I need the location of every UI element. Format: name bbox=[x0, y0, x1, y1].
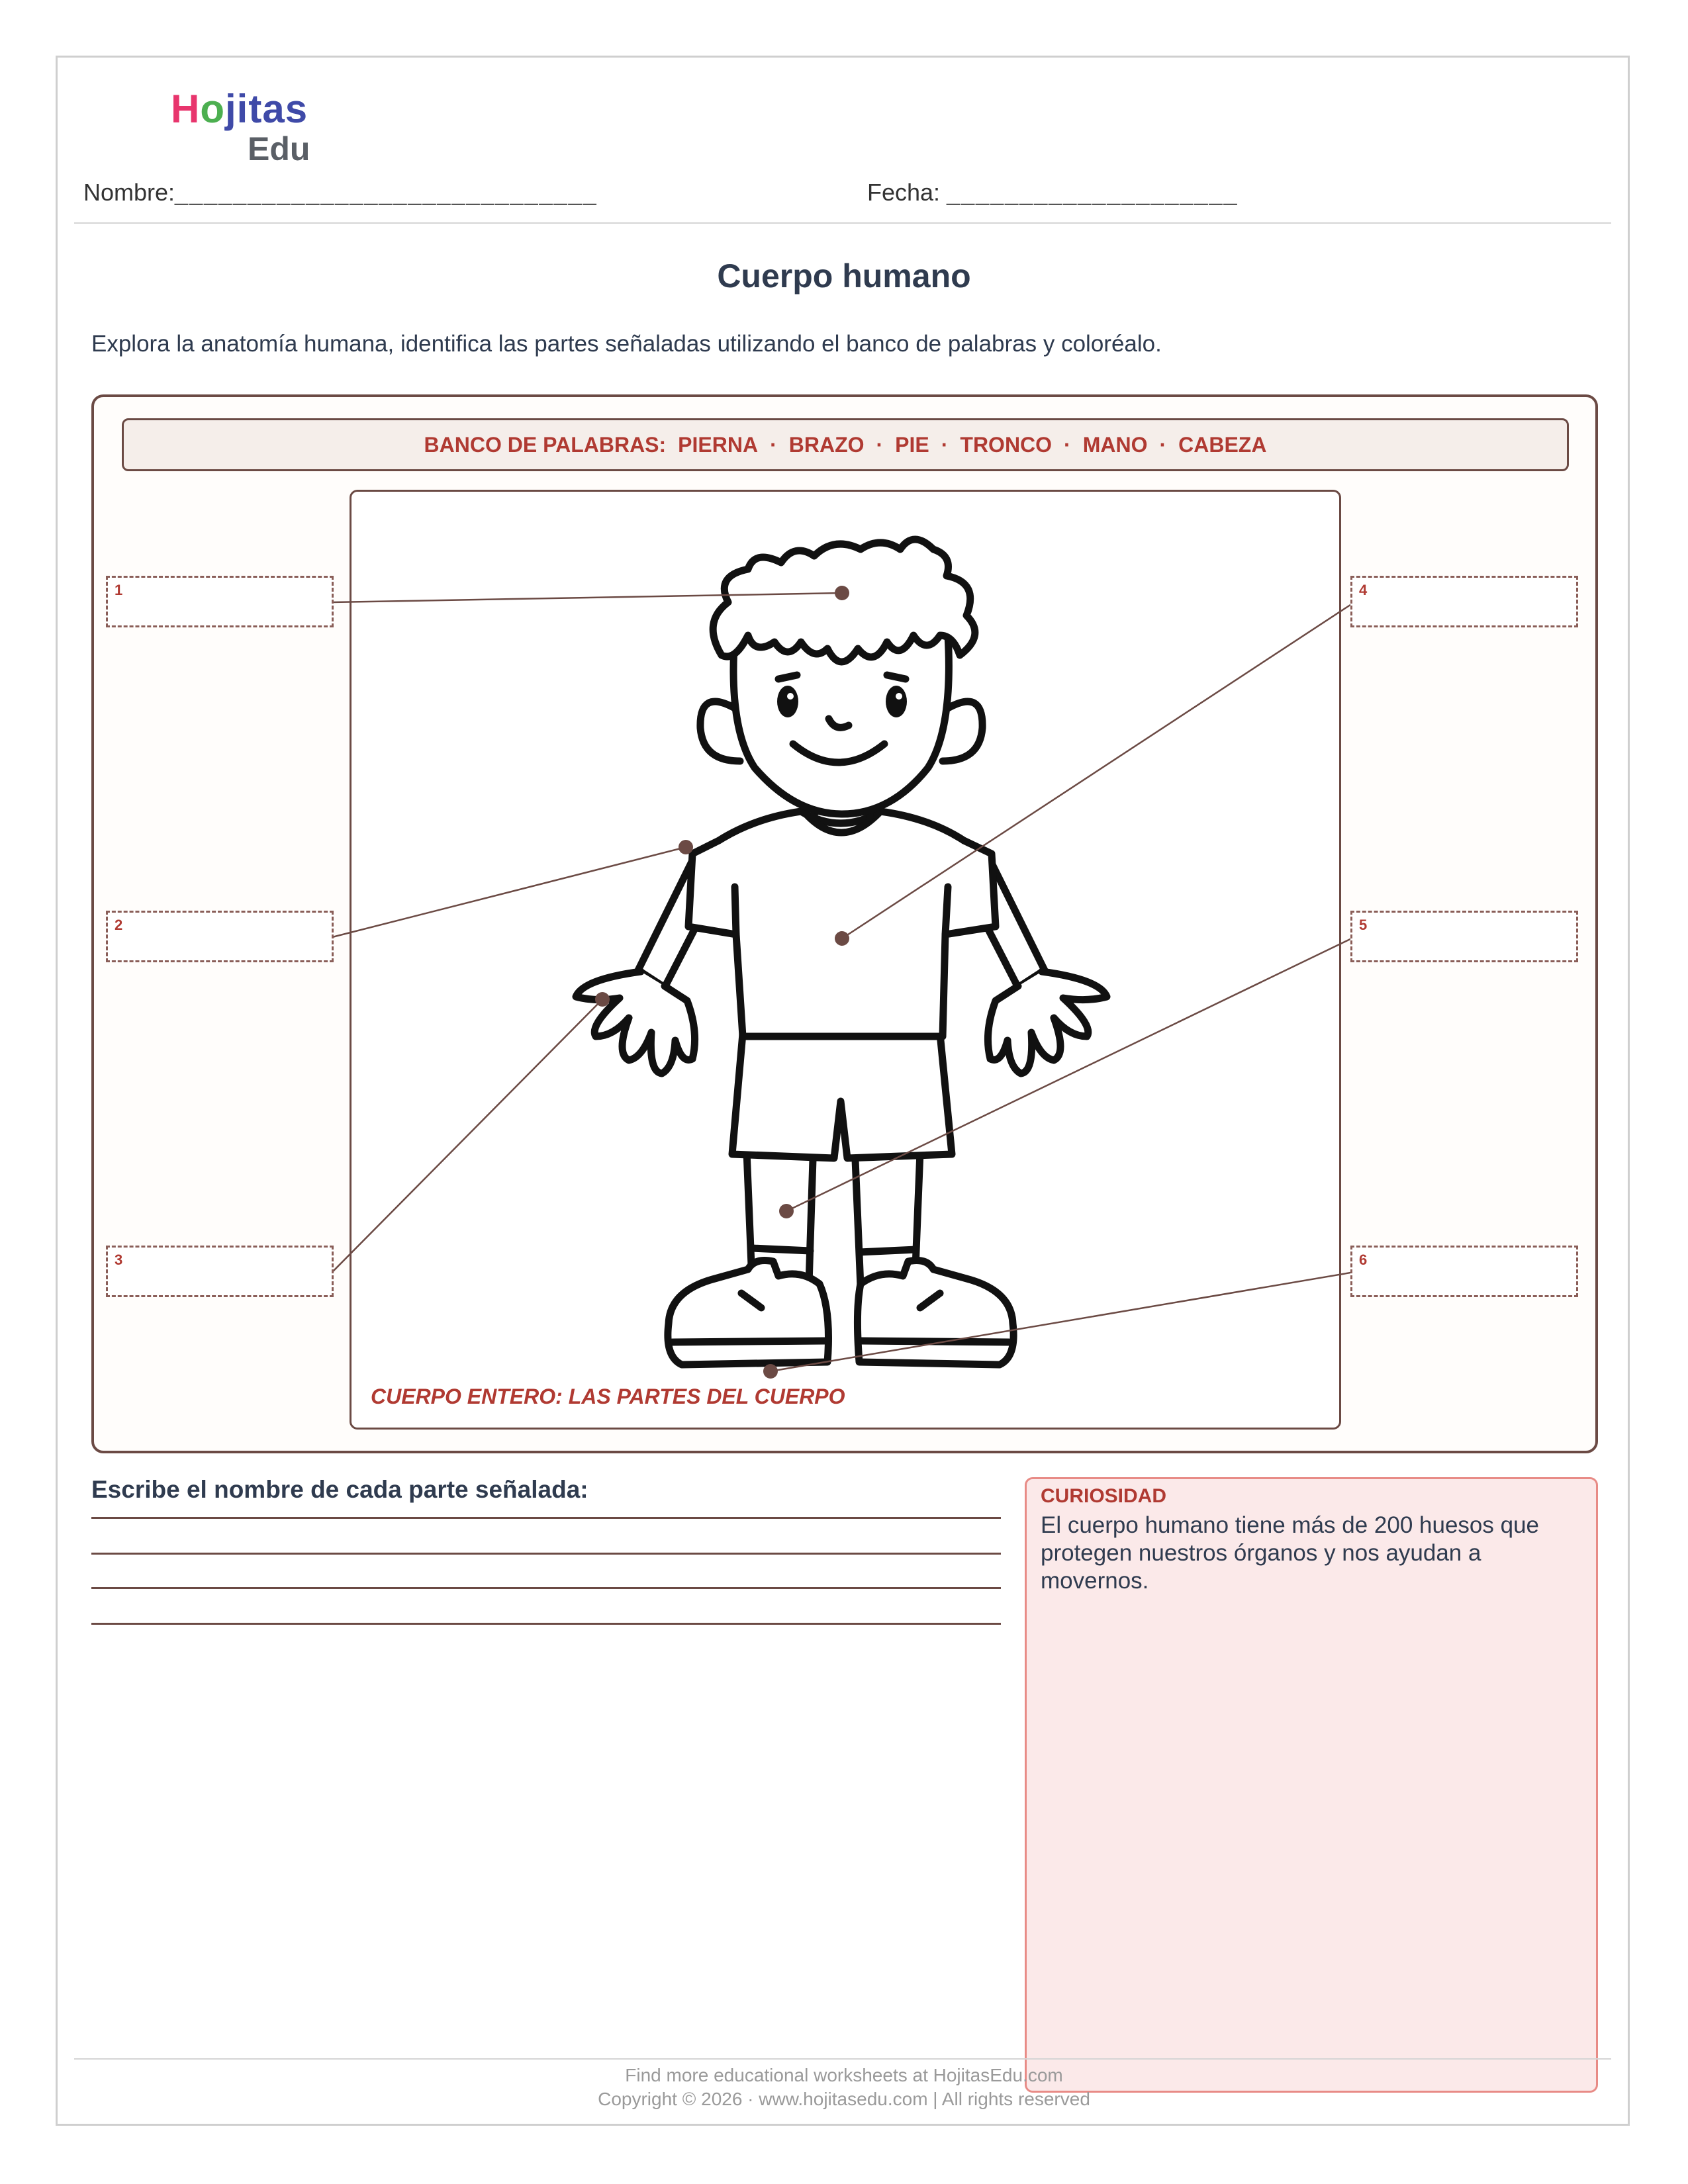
word-bank-label: BANCO DE PALABRAS: bbox=[424, 432, 667, 457]
fact-title: CURIOSIDAD bbox=[1041, 1485, 1167, 1507]
right-shoe-sole bbox=[861, 1341, 1009, 1342]
leader-line-3 bbox=[332, 999, 602, 1272]
answer-line[interactable] bbox=[91, 1553, 1001, 1555]
left-hand bbox=[576, 972, 695, 1073]
word-bank-separator: · bbox=[770, 432, 777, 457]
answer-line[interactable] bbox=[91, 1517, 1001, 1519]
write-heading: Escribe el nombre de cada parte señalada: bbox=[91, 1476, 588, 1503]
pointer-dot-3 bbox=[595, 992, 610, 1007]
hair bbox=[713, 539, 975, 662]
name-blank[interactable]: _____________________________ bbox=[175, 179, 598, 206]
word-bank-separator: · bbox=[1159, 432, 1167, 457]
label-number: 2 bbox=[115, 917, 123, 933]
word-bank-word: TRONCO bbox=[960, 432, 1053, 457]
logo-letter-h: H bbox=[171, 87, 201, 131]
pointer-dot-2 bbox=[679, 840, 693, 854]
word-bank-word: PIERNA bbox=[678, 432, 759, 457]
footer-line-1: Find more educational worksheets at HojitasEdu.com bbox=[625, 2065, 1063, 2085]
footer-line-2: Copyright © 2026 · www.hojitasedu.com | All rights reserved bbox=[598, 2089, 1090, 2109]
leader-line-2 bbox=[332, 847, 686, 937]
label-number: 6 bbox=[1359, 1251, 1368, 1268]
left-shoe bbox=[668, 1261, 829, 1365]
figure-caption: CUERPO ENTERO: LAS PARTES DEL CUERPO bbox=[371, 1385, 845, 1408]
left-eye bbox=[777, 686, 798, 717]
date-blank[interactable]: ____________________ bbox=[947, 179, 1239, 206]
logo-edu: Edu bbox=[248, 130, 310, 167]
label-box-4[interactable] bbox=[1350, 576, 1578, 627]
word-bank-separator: · bbox=[941, 432, 949, 457]
pointer-dot-5 bbox=[779, 1204, 794, 1218]
label-number: 5 bbox=[1359, 917, 1368, 933]
word-bank-separator: · bbox=[876, 432, 884, 457]
instructions: Explora la anatomía humana, identifica las partes señaladas utilizando el banco de palabras y coloréalo. bbox=[91, 331, 1162, 357]
answer-line[interactable] bbox=[91, 1623, 1001, 1625]
label-number: 4 bbox=[1359, 582, 1368, 598]
word-bank-word: CABEZA bbox=[1178, 432, 1267, 457]
word-bank-word: BRAZO bbox=[788, 432, 865, 457]
name-label: Nombre: bbox=[83, 179, 175, 206]
word-bank-separator: · bbox=[1064, 432, 1071, 457]
word-bank-word: PIE bbox=[895, 432, 929, 457]
word-bank-word: MANO bbox=[1082, 432, 1148, 457]
right-hand bbox=[988, 972, 1107, 1073]
fact-text: El cuerpo humano tiene más de 200 huesos que protegen nuestros órganos y nos ayudan a movernos. bbox=[1041, 1512, 1540, 1594]
pointer-dot-1 bbox=[835, 586, 849, 600]
pointer-dot-4 bbox=[835, 931, 849, 946]
sock-lines bbox=[752, 1248, 916, 1252]
answer-line[interactable] bbox=[91, 1587, 1001, 1589]
label-box-1[interactable] bbox=[106, 576, 334, 627]
date-label: Fecha: bbox=[867, 179, 941, 206]
page-title: Cuerpo humano bbox=[717, 257, 971, 295]
label-number: 3 bbox=[115, 1251, 123, 1268]
label-box-2[interactable] bbox=[106, 911, 334, 962]
right-eye bbox=[886, 686, 907, 717]
label-number: 1 bbox=[115, 582, 123, 598]
footer-divider bbox=[74, 2058, 1611, 2060]
logo-letters-jitas: jitas bbox=[225, 87, 308, 131]
logo-letter-o: o bbox=[200, 87, 225, 131]
label-box-5[interactable] bbox=[1350, 911, 1578, 962]
pointer-dot-6 bbox=[763, 1364, 778, 1379]
label-box-6[interactable] bbox=[1350, 1246, 1578, 1297]
right-shoe bbox=[857, 1261, 1013, 1365]
label-box-3[interactable] bbox=[106, 1246, 334, 1297]
shorts bbox=[732, 1034, 952, 1158]
left-shoe-sole bbox=[673, 1341, 826, 1342]
